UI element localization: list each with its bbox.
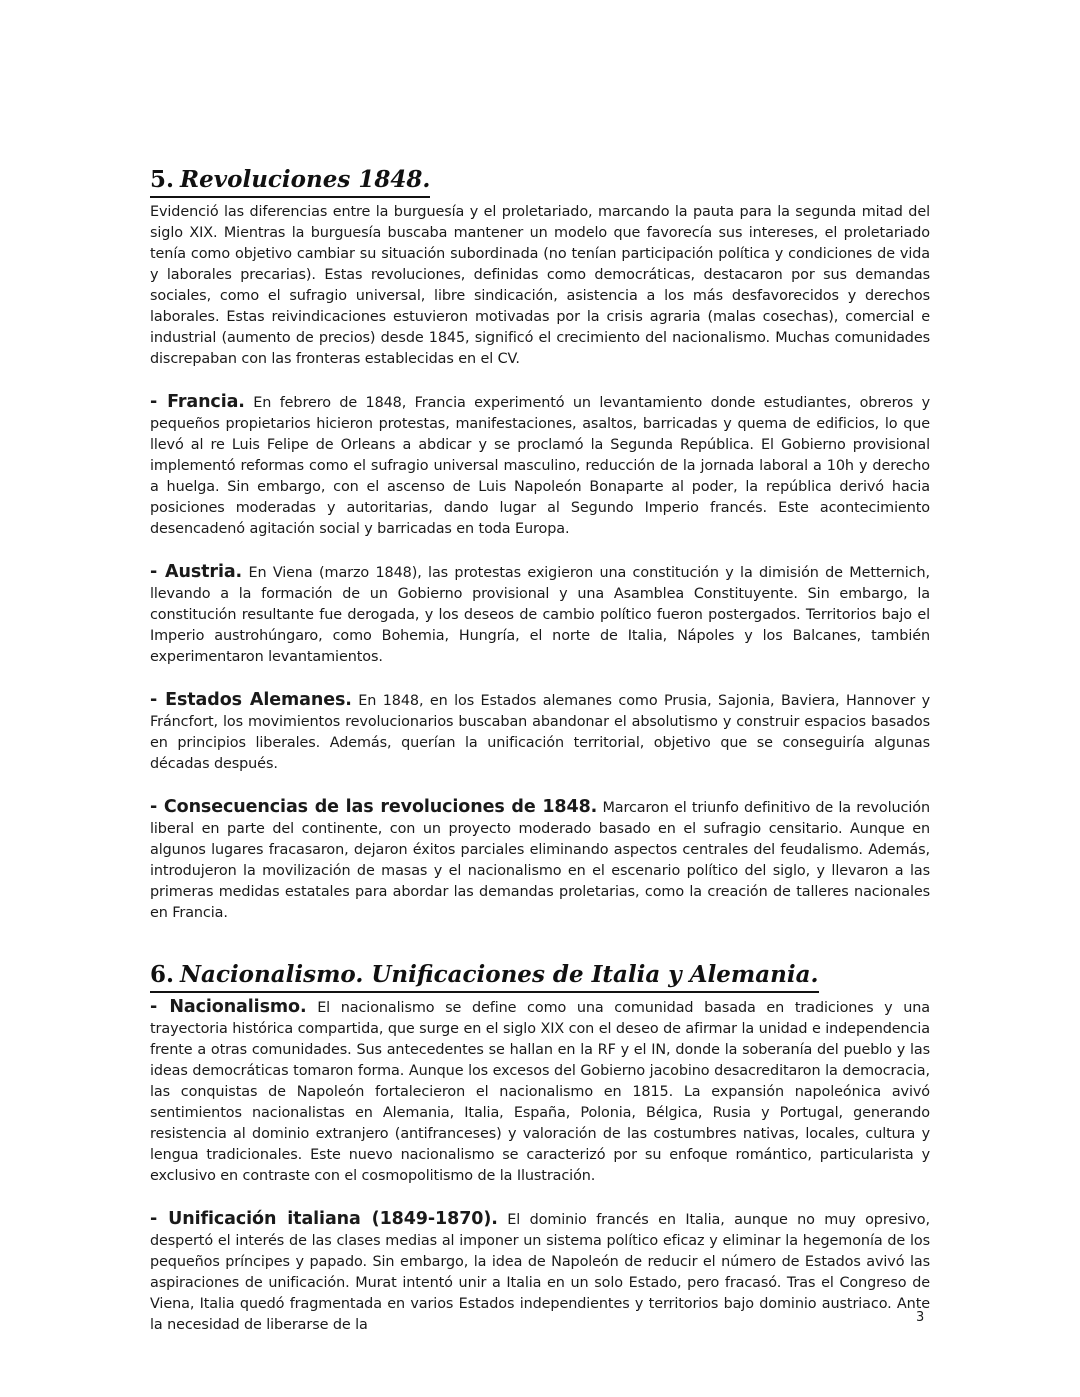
subsection-text: El nacionalismo se define como una comunidad basada en tradiciones y una trayectoria histórica compartida, que surge en el siglo XIX con el deseo de afirmar la unidad e independencia frente a otras comunidades. Sus antecedentes se hallan en la RF y el IN, donde la soberanía del pueblo y las ideas democráticas tomaron forma. Aunque los excesos del Gobierno jacobino desacreditaron la democracia, las conquistas de Napoleón fortalecieron el nacionalismo en 1815. La expansión napoleónica avivó sentimientos nacionalistas en Alemania, Italia, España, Polonia, Bélgica, Rusia y Portugal, generando resistencia al dominio extranjero (antifranceses) y valoración de las costumbres nativas, locales, cultura y lengua tradicionales. Este nuevo nacionalismo se caracterizó por su enfoque romántico, particularista y exclusivo en contraste con el cosmopolitismo de la Ilustración. <box>150 1000 930 1184</box>
section-title: Revoluciones 1848. <box>180 166 431 193</box>
document-page <box>150 165 930 1336</box>
subsection-title: - Consecuencias de las revoluciones de 1848. <box>150 797 598 817</box>
section-number: 6. <box>150 961 175 988</box>
section-nacionalismo <box>150 960 930 1336</box>
subsection-estados-alemanes <box>150 690 930 775</box>
subsection-text: En febrero de 1848, Francia experimentó un levantamiento donde estudiantes, obreros y pequeños propietarios hicieron protestas, manifestaciones, asaltos, barricadas y quema de edificios, lo que llevó al re Luis Felipe de Orleans a abdicar y se proclamó la Segunda República. El Gobierno provisional implementó reformas como el sufragio universal masculino, reducción de la jornada laboral a 10h y derecho a huelga. Sin embargo, con el ascenso de Luis Napoleón Bonaparte al poder, la república derivó hacia posiciones moderadas y autoritarias, dando lugar al Segundo Imperio francés. Este acontecimiento desencadenó agitación social y barricadas en toda Europa. <box>150 395 931 537</box>
page-number: 3 <box>916 1310 925 1325</box>
subsection-text: Marcaron el triunfo definitivo de la revolución liberal en parte del continente, con un proyecto moderado basado en el sufragio censitario. Aunque en algunos lugares fracasaron, dejaron éxitos parciales eliminando aspectos centrales del feudalismo. Además, introdujeron la movilización de masas y el nacionalismo en el escenario político del siglo, y llevaron a las primeras medidas estatales para abordar las demandas proletarias, como la creación de talleres nacionales en Francia. <box>150 800 930 921</box>
section-number: 5. <box>150 166 175 193</box>
section-title: Nacionalismo. Unificaciones de Italia y Alemania. <box>180 961 819 988</box>
subsection-title: - Nacionalismo. <box>150 997 307 1017</box>
subsection-text: En 1848, en los Estados alemanes como Prusia, Sajonia, Baviera, Hannover y Fráncfort, los movimientos revolucionarios buscaban abandonar el absolutismo y construir espacios basados en principios liberales. Además, querían la unificación territorial, objetivo que se conseguiría algunas décadas después. <box>150 693 930 772</box>
subsection-nacionalismo <box>150 997 930 1187</box>
subsection-title: - Estados Alemanes. <box>150 690 352 710</box>
subsection-text: El dominio francés en Italia, aunque no muy opresivo, despertó el interés de las clases medias al imponer un sistema político eficaz y eliminar la hegemonía de los pequeños príncipes y papado. Sin embargo, la idea de Napoleón de reducir el número de Estados avivó las aspiraciones de unificación. Murat intentó unir a Italia en un solo Estado, pero fracasó. Tras el Congreso de Viena, Italia quedó fragmentada en varios Estados independientes y territorios bajo dominio austriaco. Ante la necesidad de liberarse de la <box>150 1212 930 1333</box>
section-intro-paragraph: Evidenció las diferencias entre la burguesía y el proletariado, marcando la pauta para la segunda mitad del siglo XIX. Mientras la burguesía buscaba mantener un modelo que favorecía sus intereses, el proletariado tenía como objetivo cambiar su situación subordinada (no tenían participación política y condiciones de vida y laborales precarias). Estas revoluciones, definidas como democráticas, destacaron por sus demandas sociales, como el sufragio universal, libre sindicación, asistencia a los más desfavorecidos y derechos laborales. Estas reivindicaciones estuvieron motivadas por la crisis agraria (malas cosechas), comercial e industrial (aumento de precios) desde 1845, significó el crecimiento del nacionalismo. Muchas comunidades discrepaban con las fronteras establecidas en el CV. <box>150 204 930 367</box>
subsection-title: - Unificación italiana (1849-1870). <box>150 1209 498 1229</box>
section-revoluciones-1848 <box>150 165 930 924</box>
subsection-unificacion-italiana <box>150 1209 930 1336</box>
subsection-title: - Francia. <box>150 392 245 412</box>
subsection-text: En Viena (marzo 1848), las protestas exigieron una constitución y la dimisión de Metternich, llevando a la formación de un Gobierno provisional y una Asamblea Constituyente. Sin embargo, la constitución resultante fue derogada, y los deseos de cambio político fueron postergados. Territorios bajo el Imperio austrohúngaro, como Bohemia, Hungría, el norte de Italia, Nápoles y los Balcanes, también experimentaron levantamientos. <box>150 565 930 665</box>
section-heading <box>150 960 819 993</box>
subsection-consecuencias <box>150 797 930 924</box>
section-heading <box>150 165 430 198</box>
subsection-francia <box>150 392 930 540</box>
subsection-austria <box>150 562 930 668</box>
subsection-title: - Austria. <box>150 562 243 582</box>
